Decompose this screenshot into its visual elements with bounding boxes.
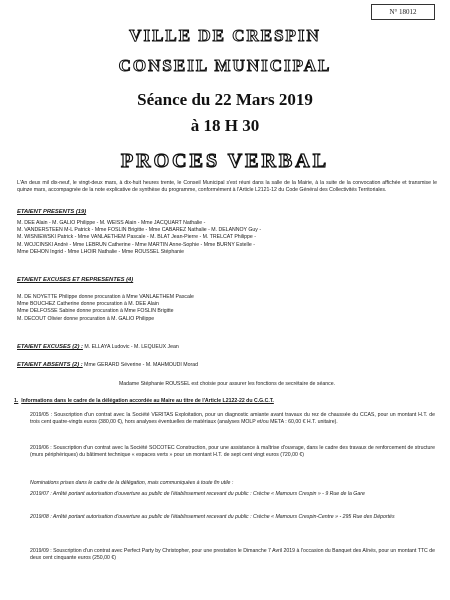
list-item: M. VANDERSTEEN M-L Patrick - Mme FOSLIN Brigitte - Mme CABAREZ Nathalie - M. DELANNOY Guy -	[17, 227, 262, 234]
excused-represented-list	[17, 294, 437, 323]
list-item: M. WISNIEWSKI Patrick - Mme VANLAETHEM Pascale - M. BLAT Jean-Pierre - M. TRELCAT Philippe -	[17, 234, 256, 241]
page-number: N° 18012	[371, 4, 435, 20]
decision-2019-06: 2019/06 : Souscription d'un contrat avec la Société SOCOTEC Construction, pour une assistance à maîtrise d'ouvrage, dans le cadre des travaux de renforcement de structure (murs périphériques) du bâtiment technique « espaces verts » pour un montant H.T. de sept cent vingt euros (720,00 €)	[30, 445, 435, 459]
excused-line	[17, 344, 437, 351]
decision-2019-07: 2019/07 : Arrêté portant autorisation d'ouverture au public de l'établissement recevant du public : Crèche « Mamours Crespin » - 9 Rue de la Gare	[30, 491, 365, 497]
secretary-text: Madame Stéphanie ROUSSEL est choisie pour assurer les fonctions de secrétaire de séance.	[118, 381, 336, 387]
session-time: à 18 H 30	[190, 116, 260, 135]
item-1-number: 1.	[14, 398, 19, 404]
excused-names: M. ELLAYA Ludovic - M. LEQUEUX Jean	[84, 344, 179, 350]
decision-2019-09: 2019/09 : Souscription d'un contrat avec Perfect Party by Christopher, pour une prestation le Dimanche 7 Avril 2019 à l'occasion du Banquet des Aînés, pour un montant TTC de deux cent cinquante euros (250,00 €)	[30, 548, 435, 562]
absents-title: ETAIENT ABSENTS (2) :	[17, 362, 83, 368]
presents-list	[17, 220, 437, 256]
excused-title: ETAIENT EXCUSES (2) :	[17, 344, 83, 350]
intro-paragraph: L'An deux mil dix-neuf, le vingt-deux mars, à dix-huit heures trente, le Conseil Municipal s'est réuni dans la salle de la Mairie, à la suite de la convocation affichée et transmise le quinze mars, accompagnée de la note explicative de synthèse du programme, conformément à l'Article L2121-12 du Code Général des Collectivités Territoriales.	[17, 180, 437, 194]
document-title: PROCES VERBAL	[120, 150, 330, 172]
list-item: Mme BOUCHEZ Catherine donne procuration à M. DEE Alain	[17, 301, 159, 308]
list-item: Mme DEHON Ingrid - Mme LHOIR Nathalie - Mme ROUSSEL Stéphanie	[17, 248, 185, 255]
excused-represented-title: ETAIENT EXCUSES ET REPRESENTES (4)	[17, 277, 134, 283]
absents-line	[17, 362, 437, 369]
list-item: M. DECOUT Olivier donne procuration à M. GALIO Philippe	[17, 315, 155, 322]
list-item: Mme DELFOSSE Sabine donne procuration à Mme FOSLIN Brigitte	[17, 308, 174, 315]
informative-note: Nominations prises dans le cadre de la délégation, mais communiquées à toute fin utile :	[30, 480, 234, 486]
presents-title: ETAIENT PRESENTS (19)	[17, 209, 87, 215]
list-item: M. DEE Alain - M. GALIO Philippe - M. WEISS Alain - Mme JACQUART Nathalie -	[17, 220, 206, 226]
council-heading: CONSEIL MUNICIPAL	[118, 56, 332, 75]
session-date: Séance du 22 Mars 2019	[137, 90, 313, 109]
secretary-line	[17, 381, 437, 388]
list-item: M. WOJCINSKI André - Mme LEBRUN Catherine - Mme MARTIN Anne-Sophie - Mme BURNY Estelle -	[17, 241, 255, 248]
decision-2019-05: 2019/05 : Souscription d'un contrat avec la Société VERITAS Exploitation, pour un diagnostic amiante avant travaux du rez de chaussée du CCAS, pour un montant H.T. de trois cent quatre-vingts euros (380,00 €), hors analyses éventuelles de matériaux (analyses MOLP et/ou META : 60,00 € H.T. unitaire).	[30, 412, 435, 426]
list-item: M. DE NOYETTE Philippe donne procuration à Mme VANLAETHEM Pascale	[17, 294, 194, 300]
town-heading: VILLE DE CRESPIN	[129, 26, 321, 45]
item-1-title: Informations dans le cadre de la délégation accordée au Maire au titre de l'Article L2122-22 du C.G.C.T.	[21, 398, 274, 404]
item-1-heading	[14, 398, 434, 405]
decision-2019-08: 2019/08 : Arrêté portant autorisation d'ouverture au public de l'établissement recevant du public : Crèche « Mamours Crespin-Centre » - 295 Rue des Déportés	[30, 514, 395, 520]
absents-names: Mme GERARD Séverine - M. MAHMOUDI Morad	[84, 362, 199, 368]
